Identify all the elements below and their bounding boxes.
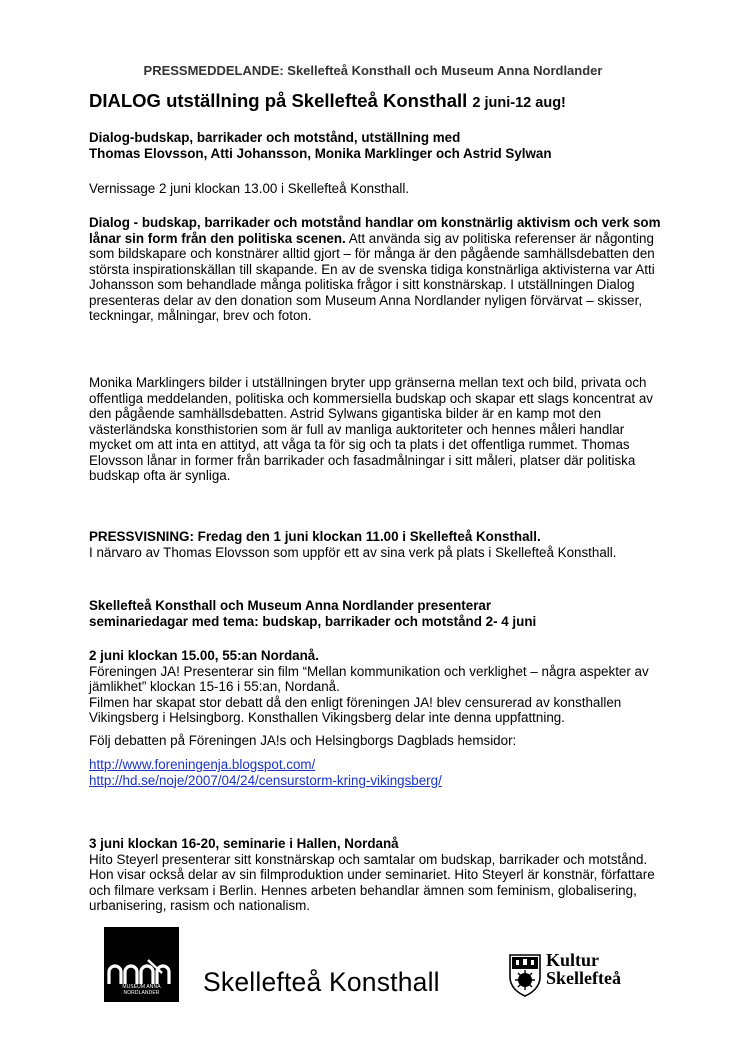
logo-strip [0,927,746,1007]
kultur-skelleftea-crest-icon [508,953,542,997]
seminar-day-2 [89,836,669,914]
seminar-intro [89,598,669,629]
intro-text: Att använda sig av politiska referenser är någonting som bildskapare och konstnärer alltid gjort – för många är den pågående samhällsdebatten den största inspirationskällan till skapande. En av de svenska tidiga konstnärliga aktivisterna var Atti Johansson som behandlade många politiska frågor i sitt konstnärskap. I utställningen Dialog presenteras delar av den donation som Museum Anna Nordlander nyligen förvärvat – skisser, teckningar, målningar, brev och foton. [89,230,655,323]
day1-text-1: Föreningen JA! Presenterar sin film “Mellan kommunikation och verklighet – några aspekter av jämlikhet” klockan 15-16 i 55:an, Nordanå. [89,663,649,694]
kultur-line-1: Kultur [546,950,600,970]
kultur-line-2: Skellefteå [546,968,621,988]
seminar-day-1 [89,648,669,788]
museum-anna-nordlander-logo [104,927,179,1002]
skelleftea-konsthall-logo: Skellefteå Konsthall [203,967,440,997]
subtitle-line-1: Dialog-budskap, barrikader och motstånd, utställning med [89,130,461,145]
subtitle-line-2: Thomas Elovsson, Atti Johansson, Monika Marklinger och Astrid Sylwan [89,145,552,161]
intro-paragraph [89,215,669,324]
press-showing [89,529,669,560]
link-hd-article[interactable]: http://hd.se/noje/2007/04/24/censurstorm-kring-vikingsberg/ [89,772,442,788]
press-release-kicker: PRESSMEDDELANDE: Skellefteå Konsthall och Museum Anna Nordlander [143,63,603,78]
day1-heading: 2 juni klockan 15.00, 55:an Nordanå. [89,648,319,663]
press-heading: PRESSVISNING: Fredag den 1 juni klockan 11.00 i Skellefteå Konsthall. [89,529,541,544]
subtitle [89,130,669,161]
museum-logo-caption: MUSEUM ANNA NORDLANDER [122,984,161,996]
intro-bold: Dialog - budskap, barrikader och motstånd handlar om konstnärlig aktivism och verk som lånar sin form från den politiska scenen. [89,215,661,246]
day1-text-3: Följ debatten på Föreningen JA!s och Helsingborgs Dagblads hemsidor: [89,732,517,748]
paragraph-artists: Monika Marklingers bilder i utställningen bryter upp gränserna mellan text och bild, privata och offentliga meddelanden, politiska och kommersiella budskap och skapar ett slags koncentrat av den pågående samhällsdebatten. Astrid Sylwans gigantiska bilder är en kamp mot den västerländska konsthistorien som är full av manliga auktoriteter och hennes måleri handlar mycket om att inta en attityd, att våga ta för sig och ta plats i det offentliga rummet. Thomas Elovsson lånar in former från barrikader och fasadmålningar i sitt måleri, platser där politiska budskap ofta är synliga. [89,375,653,483]
seminar-intro-line-2: seminariedagar med tema: budskap, barrikader och motstånd 2- 4 juni [89,613,537,629]
title-main: DIALOG utställning på Skellefteå Konsthall [89,90,468,111]
vernissage-text: Vernissage 2 juni klockan 13.00 i Skellefteå Konsthall. [89,181,410,196]
page-title [89,90,566,112]
seminar-intro-line-1: Skellefteå Konsthall och Museum Anna Nordlander presenterar [89,598,492,613]
kultur-skelleftea-logo [546,951,621,987]
title-dates: 2 juni-12 aug! [472,95,566,111]
press-text: I närvaro av Thomas Elovsson som uppför ett av sina verk på plats i Skellefteå Konsthall. [89,544,617,560]
day1-text-2: Filmen har skapat stor debatt då den enligt föreningen JA! blev censurerad av konsthallen Vikingsberg i Helsingborg. Konsthallen Vikingsberg delar inte denna uppfattning. [89,694,622,725]
link-foreningenja[interactable]: http://www.foreningenja.blogspot.com/ [89,757,316,772]
day2-text: Hito Steyerl presenterar sitt konstnärskap och samtalar om budskap, barrikader och motstånd. Hon visar också delar av sin filmproduktion under seminariet. Hito Steyerl är konstnär, författare och filmare verksam i Berlin. Hennes arbeten behandlar ämnen som feminism, globalisering, urbanisering, rasism och nationalism. [89,851,655,913]
day2-heading: 3 juni klockan 16-20, seminarie i Hallen, Nordanå [89,836,399,851]
